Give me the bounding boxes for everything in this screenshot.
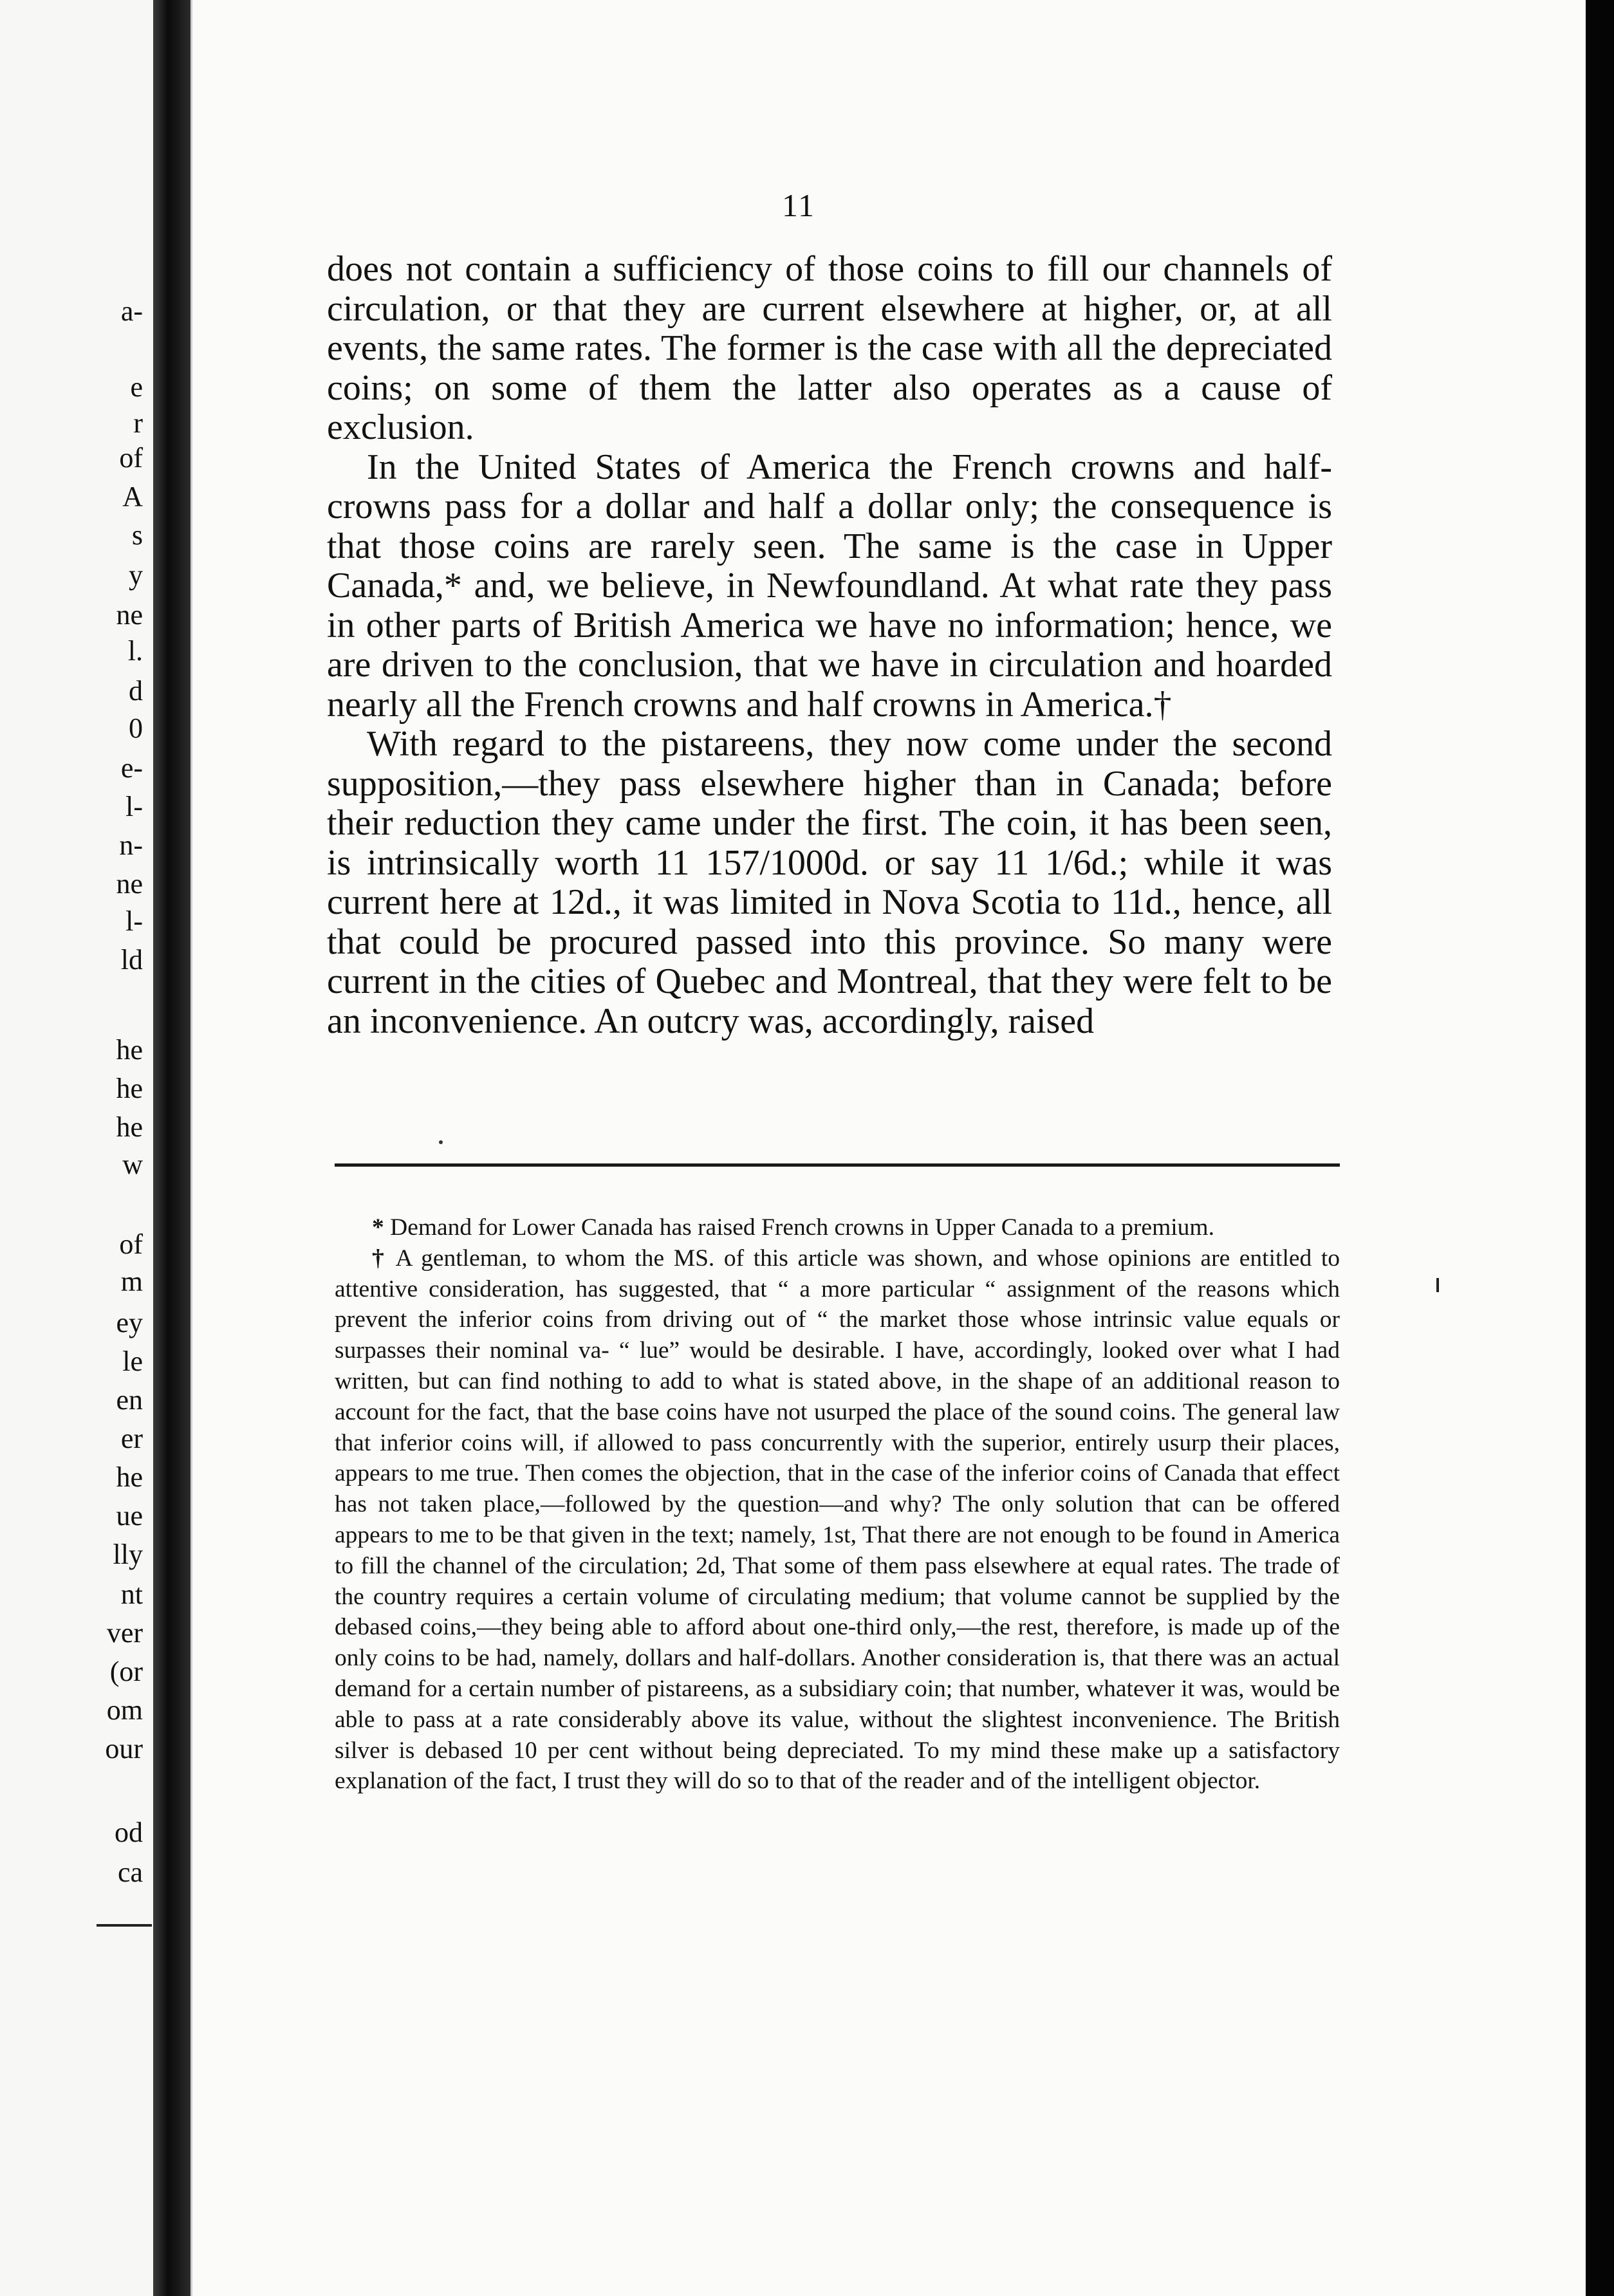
facing-fragment: e xyxy=(130,371,143,403)
facing-fragment: l- xyxy=(125,905,143,937)
facing-fragment: le xyxy=(122,1346,143,1377)
facing-fragment: s xyxy=(131,519,143,551)
footnote-text: A gentleman, to whom the MS. of this article was shown, and whose opinions are entitled to attentive consideration, has suggested, that “ a more particular “ assignment of the reasons which prevent the inferior coins from driving out of “ the market those whose intrinsic value equals or surpasses their nominal va- “ lue” would be desirable. I have, accordingly, looked over what I had written, but can find nothing to add to what is stated above, in the shape of an additional reason to account for the fact, that the base coins have not usurped the place of the sound coins. The general law that inferior coins will, if allowed to pass concurrently with the superior, entirely usurp their places, appears to me true. Then comes the objection, that in the case of the inferior coins of Canada that effect has not taken place,—followed by the question—and why? The only solution that can be offered appears to me to be that given in the text; namely, 1st, That there are not enough to be found in America to fill the channel of the circulation; 2d, That some of them pass elsewhere at equal rates. The trade of the country requires a certain volume of circulating medium; that volume cannot be supplied by the debased coins,—they being able to afford about one-third only,—the rest, therefore, is made up of the only coins to be had, namely, dollars and half-dollars. Another consideration is, that there was an actual demand for a certain number of pistareens, as a subsidiary coin; that number, whatever it was, would be able to pass at a rate considerably above its value, without the slightest inconvenience. The British silver is debased 10 per cent without being depreciated. To my mind these make up a satisfactory explanation of the fact, I trust they will do so to that of the reader and of the intelligent objector. xyxy=(335,1245,1340,1795)
facing-page-fragments xyxy=(0,0,153,2296)
facing-fragment: ne xyxy=(116,868,143,900)
page-number: 11 xyxy=(782,187,816,223)
facing-fragment: ca xyxy=(117,1856,143,1888)
footnote-mark: * xyxy=(372,1214,384,1241)
facing-fragment: ue xyxy=(116,1500,143,1532)
facing-fragment: l- xyxy=(125,791,143,822)
footnote xyxy=(335,1243,1340,1797)
footnote-text: Demand for Lower Canada has raised French crowns in Upper Canada to a premium. xyxy=(390,1214,1214,1241)
facing-fragment: he xyxy=(116,1111,143,1143)
facing-fragment: r xyxy=(133,407,143,439)
facing-fragment: he xyxy=(116,1034,143,1066)
facing-fragment: lly xyxy=(113,1539,143,1570)
body-paragraph: In the United States of America the French crowns and half-crowns pass for a dollar and half a dollar only; the consequence is that those coins are rarely seen. The same is the case in Upper Canada,* and, we believe, in Newfoundland. At what rate they pass in other parts of British America we have no information; hence, we are driven to the conclusion, that we have in circulation and hoarded nearly all the French crowns and half crowns in America.† xyxy=(327,447,1332,725)
facing-fragment: e- xyxy=(120,752,143,784)
footnote-mark: † xyxy=(372,1245,387,1272)
scan-border xyxy=(1586,0,1614,2296)
facing-fragment: y xyxy=(129,559,143,591)
facing-fragment: he xyxy=(116,1461,143,1493)
facing-fragment: ne xyxy=(116,599,143,631)
facing-fragment: of xyxy=(119,442,143,474)
book-gutter xyxy=(153,0,190,2296)
facing-fragment: om xyxy=(106,1694,143,1726)
ink-mark xyxy=(1436,1278,1439,1292)
facing-page-rule xyxy=(97,1924,152,1927)
body-paragraph: With regard to the pistareens, they now come under the second supposition,—they pass elsewhere higher than in Canada; before their reduction they came under the first. The coin, it has been seen, is intrinsically worth 11 157/1000d. or say 11 1/6d.; while it was current here at 12d., it was limited in Nova Scotia to 11d., hence, all that could be procured passed into this province. So many were current in the cities of Quebec and Montreal, that they were felt to be an inconvenience. An outcry was, accordingly, raised xyxy=(327,724,1332,1041)
facing-fragment: l. xyxy=(127,635,143,667)
facing-fragment: ey xyxy=(116,1307,143,1338)
facing-fragment: (or xyxy=(109,1656,143,1687)
facing-fragment: A xyxy=(122,481,143,512)
facing-fragment: od xyxy=(115,1817,143,1848)
facing-fragment: 0 xyxy=(129,712,143,744)
facing-fragment: w xyxy=(122,1149,143,1180)
facing-fragment: n- xyxy=(119,829,143,861)
facing-fragment: m xyxy=(120,1266,143,1297)
footnotes xyxy=(335,1212,1340,1797)
body-text xyxy=(327,250,1332,1041)
facing-fragment: d xyxy=(129,675,143,707)
facing-fragment: our xyxy=(105,1733,143,1764)
ink-speck xyxy=(439,1140,443,1144)
facing-fragment: nt xyxy=(120,1578,143,1610)
facing-fragment: he xyxy=(116,1073,143,1104)
facing-fragment: a- xyxy=(120,295,143,327)
footnote xyxy=(335,1212,1340,1243)
facing-fragment: of xyxy=(119,1228,143,1260)
facing-fragment: ver xyxy=(106,1617,143,1649)
facing-page-edge xyxy=(0,0,153,2296)
footnote-rule xyxy=(335,1163,1340,1167)
body-paragraph: does not contain a sufficiency of those coins to fill our channels of circulation, or that they are current elsewhere at higher, or, at all events, the same rates. The former is the case with all the depreciated coins; on some of them the latter also operates as a cause of exclusion. xyxy=(327,249,1332,447)
facing-fragment: ld xyxy=(120,944,143,976)
facing-fragment: er xyxy=(120,1423,143,1454)
facing-fragment: en xyxy=(116,1384,143,1416)
